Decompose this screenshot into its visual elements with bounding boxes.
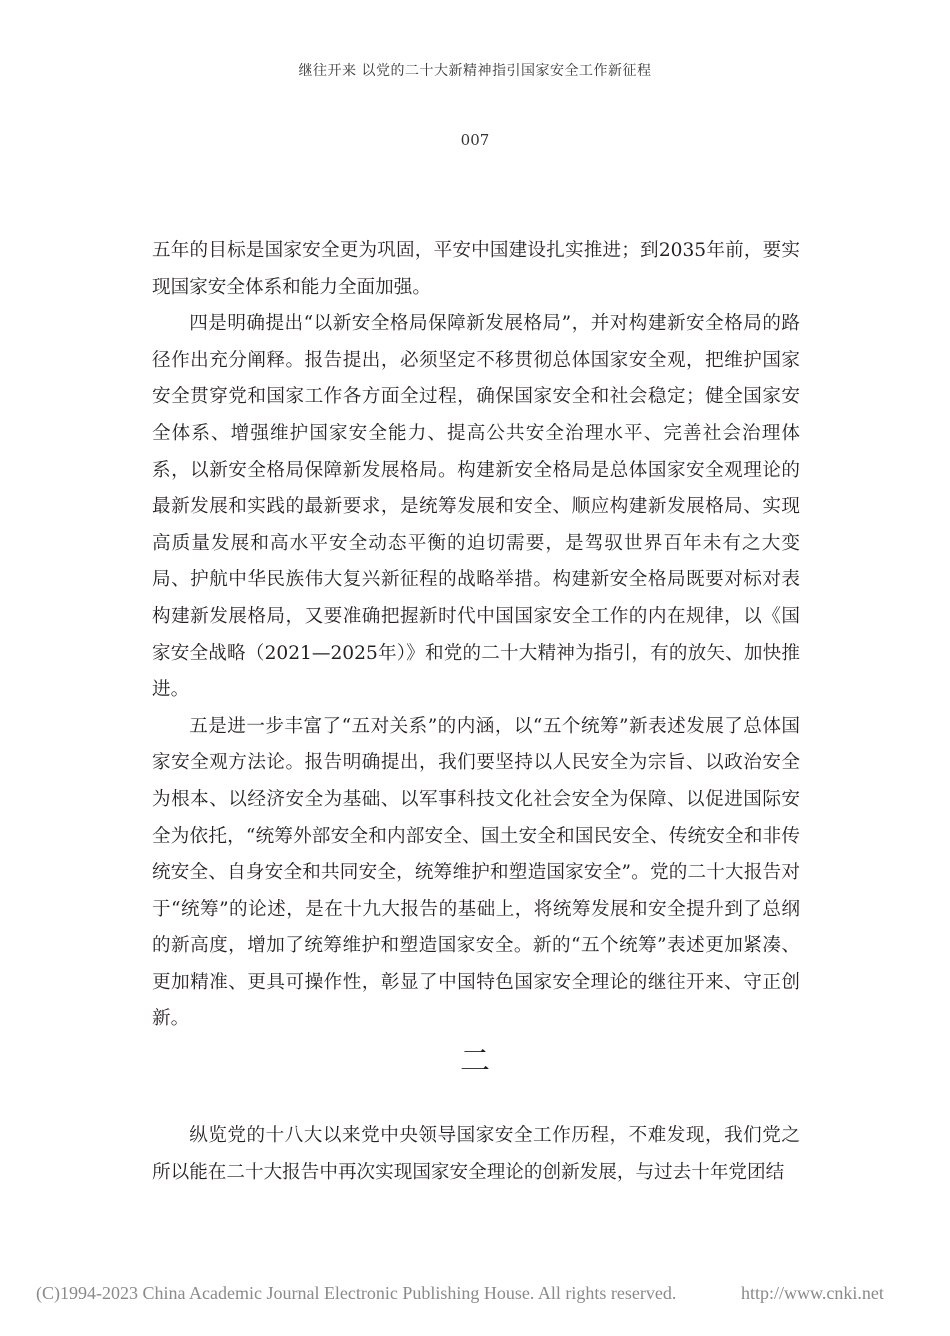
running-header: 继往开来 以党的二十大新精神指引国家安全工作新征程: [298, 63, 652, 79]
section-heading: 二: [460, 1044, 490, 1079]
copyright-footer: [36, 1283, 916, 1304]
main-text-block: [152, 233, 800, 1038]
paragraph-point-five: 五是进一步丰富了“五对关系”的内涵，以“五个统筹”新表述发展了总体国家安全观方法论。报告明确提出，我们要坚持以人民安全为宗旨、以政治安全为根本、以经济安全为基础、以军事科技文化社会安全为保障、以促进国际安全为依托，“统筹外部安全和内部安全、国土安全和国民安全、传统安全和非传统安全、自身安全和共同安全，统筹维护和塑造国家安全”。党的二十大报告对于“统筹”的论述，是在十九大报告的基础上，将统筹发展和安全提升到了总纲的新高度，增加了统筹维护和塑造国家安全。新的“五个统筹”表述更加紧凑、更加精准、更具可操作性，彰显了中国特色国家安全理论的继往开来、守正创新。: [152, 715, 800, 1030]
cnki-link[interactable]: http://www.cnki.net: [741, 1283, 884, 1303]
paragraph-continued: 五年的目标是国家安全更为巩固，平安中国建设扎实推进；到2035年前，要实现国家安全体系和能力全面加强。: [152, 240, 800, 298]
section-text-block: [152, 1118, 800, 1191]
paragraph-point-four: 四是明确提出“以新安全格局保障新发展格局”，并对构建新安全格局的路径作出充分阐释。报告提出，必须坚定不移贯彻总体国家安全观，把维护国家安全贯穿党和国家工作各方面全过程，确保国家安全和社会稳定；健全国家安全体系、增强维护国家安全能力、提高公共安全治理水平、完善社会治理体系，以新安全格局保障新发展格局。构建新安全格局是总体国家安全观理论的最新发展和实践的最新要求，是统筹发展和安全、顺应构建新发展格局、实现高质量发展和高水平安全动态平衡的迫切需要，是驾驭世界百年未有之大变局、护航中华民族伟大复兴新征程的战略举措。构建新安全格局既要对标对表构建新发展格局，又要准确把握新时代中国国家安全工作的内在规律，以《国家安全战略（2021—2025年）》和党的二十大精神为指引，有的放矢、加快推进。: [152, 313, 800, 701]
section-paragraph: 纵览党的十八大以来党中央领导国家安全工作历程，不难发现，我们党之所以能在二十大报告中再次实现国家安全理论的创新发展，与过去十年党团结: [152, 1125, 800, 1183]
page-number: 007: [460, 131, 490, 149]
copyright-notice: (C)1994-2023 China Academic Journal Electronic Publishing House. All rights reserved.: [36, 1283, 677, 1303]
